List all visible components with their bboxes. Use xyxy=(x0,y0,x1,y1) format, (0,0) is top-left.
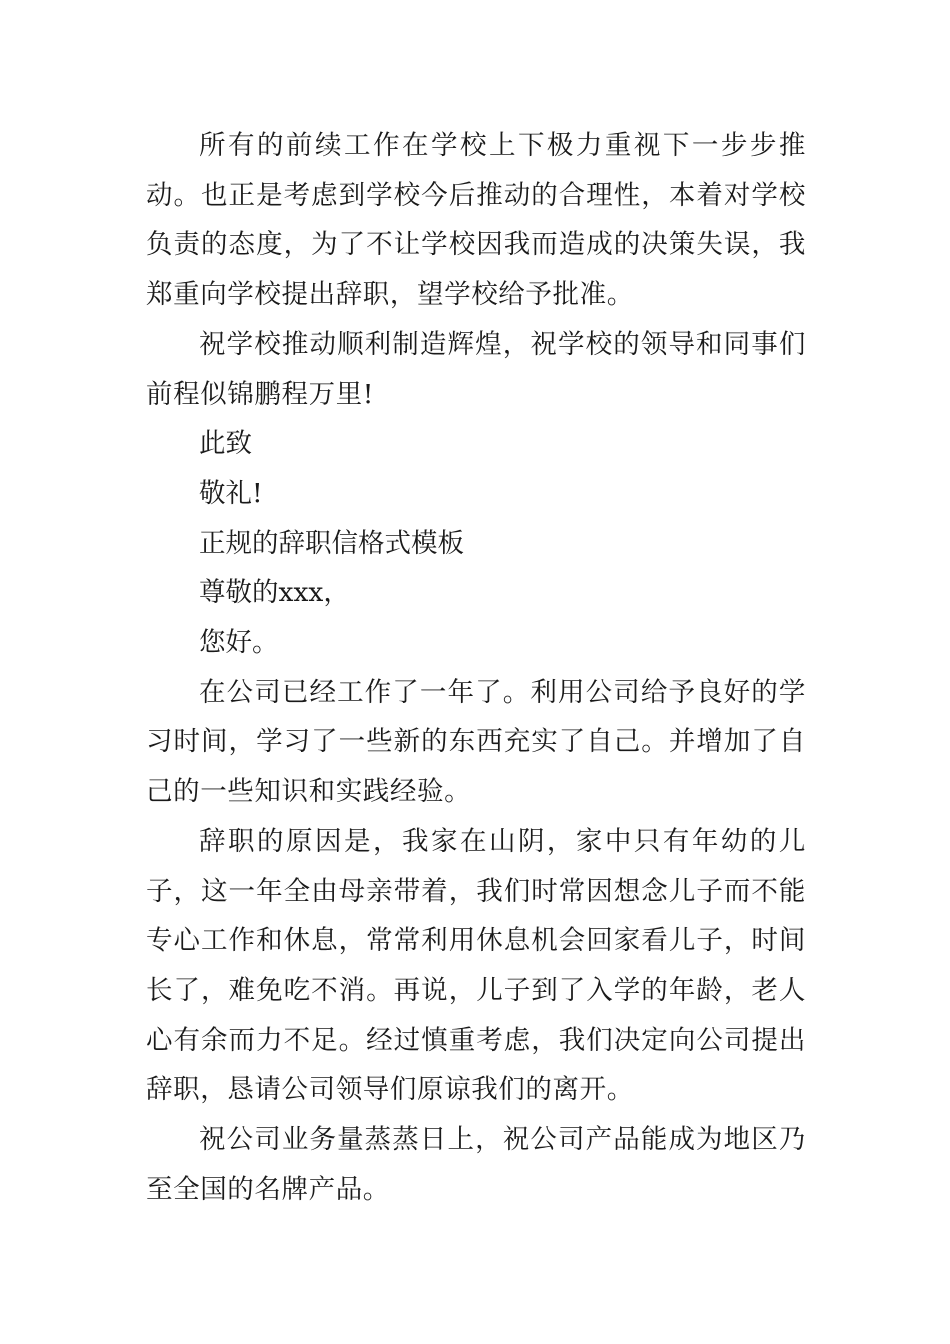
paragraph-work-experience: 在公司已经工作了一年了。利用公司给予良好的学习时间，学习了一些新的东西充实了自己。并增加了自己的一些知识和实践经验。 xyxy=(146,676,806,808)
paragraph-company-wishes: 祝公司业务量蒸蒸日上，祝公司产品能成为地区乃至全国的名牌产品。 xyxy=(146,1124,806,1205)
salutation: 尊敬的xxx， xyxy=(199,577,350,609)
letter-body xyxy=(146,121,806,1214)
closing-line-1: 此致 xyxy=(199,428,252,460)
paragraph-school-reason: 所有的前续工作在学校上下极力重视下一步步推动。也正是考虑到学校今后推动的合理性，本着对学校负责的态度，为了不让学校因我而造成的决策失误，我郑重向学校提出辞职，望学校给予批准。 xyxy=(146,130,806,311)
greeting: 您好。 xyxy=(199,627,279,659)
template-title: 正规的辞职信格式模板 xyxy=(199,527,464,559)
paragraph-resignation-reason: 辞职的原因是，我家在山阴，家中只有年幼的儿子，这一年全由母亲带着，我们时常因想念儿子而不能专心工作和休息，常常利用休息机会回家看儿子，时间长了，难免吃不消。再说，儿子到了入学的年龄，老人心有余而力不足。经过慎重考虑，我们决定向公司提出辞职，恳请公司领导们原谅我们的离开。 xyxy=(146,825,806,1106)
paragraph-school-wishes: 祝学校推动顺利制造辉煌，祝学校的领导和同事们前程似锦鹏程万里! xyxy=(146,328,806,410)
closing-line-2: 敬礼! xyxy=(199,477,263,509)
